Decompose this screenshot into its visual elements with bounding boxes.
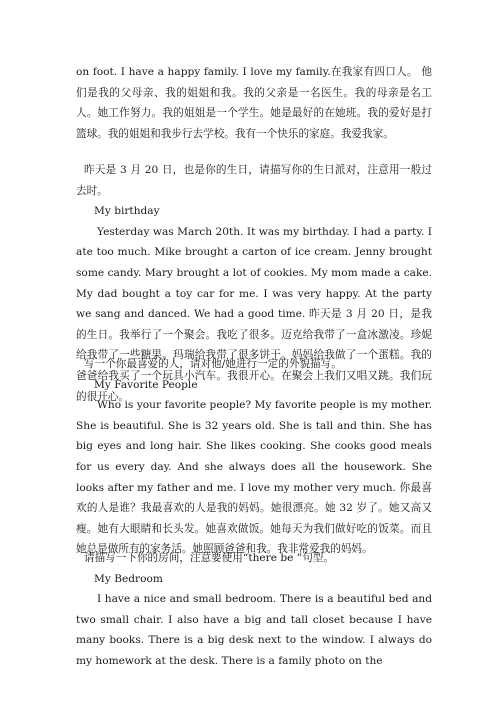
section-bedroom <box>76 548 432 672</box>
section-prompt: 请描写一下你的房间，注意要使用“there be ”句型。 <box>84 552 334 564</box>
section-favorite-people <box>76 354 432 560</box>
section-body: I have a nice and small bedroom. There is a beautiful bed and two small chair. I also have a big and tall closet because I have many books. There is a big desk next to the window. I always do my homework at the desk. There is a family photo on the <box>76 593 432 667</box>
section-body: Yesterday was March 20th. It was my birthday. I had a party. I ate too much. Mike brought a carton of ice cream. Jenny brought some candy. Mary brought a lot of cookies. My mom made a cake. My dad bought a toy car for me. I was very happy. At the party we sang and danced. We had a good time. 昨天是 3 月 20 日，是我的生日。我举行了一个聚会。我吃了很多。迈克给我带了一盒冰激凌。珍妮给我带了一些糖果。玛瑞给我带了很多饼干。妈妈给我做了一个蛋糕。我的爸爸给我买了一个玩具小汽车。我很开心。在聚会上我们又唱又跳。我们玩的很开心。 <box>76 225 432 403</box>
section-title: My Bedroom <box>94 572 163 585</box>
section-title: My birthday <box>94 205 160 218</box>
intro-paragraph <box>76 62 432 144</box>
section-body: Who is your favorite people? My favorite people is my mother. She is beautiful. She is 32 years old. She is tall and thin. She has big eyes and long hair. She likes cooking. She cooks good meals for us every day. And she always does all the housework. She looks after my father and me. I love my mother very much. 你最喜欢的人是谁？我最喜欢的人是我的妈妈。她很漂亮。她 32 岁了。她又高又瘦。她有大眼睛和长头发。她喜欢做饭。她每天为我们做好吃的饭菜。而且她总是做所有的家务活。她照顾爸爸和我。我非常爱我的妈妈。 <box>76 399 432 556</box>
section-prompt: 写一个你最喜爱的人，请对他/她进行一定的外貌描写。 <box>84 358 342 370</box>
section-prompt: 昨天是 3 月 20 日，也是你的生日，请描写你的生日派对，注意用一般过去时。 <box>76 164 432 197</box>
intro-text: on foot. I have a happy family. I love my family.在我家有四口人。 他们是我的父母亲、我的姐姐和我。我的父亲是一名医生。我的母亲是名工人。她工作努力。我的姐姐是一个学生。她是最好的在她班。我的爱好是打篮球。我的姐姐和我步行去学校。我有一个快乐的家庭。我爱我家。 <box>76 66 432 140</box>
section-title: My Favorite People <box>94 378 198 391</box>
